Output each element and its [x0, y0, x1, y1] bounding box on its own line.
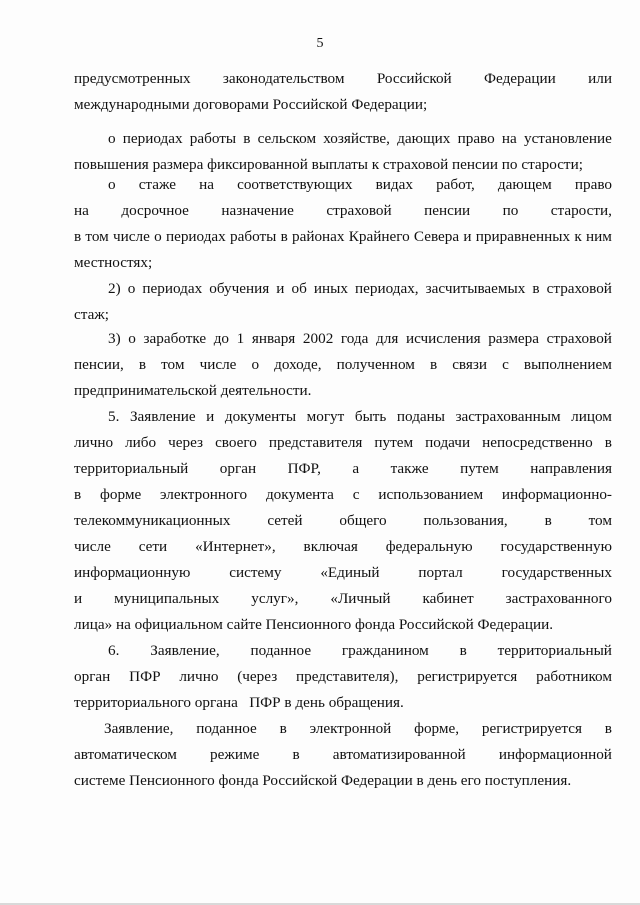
word: Заявление [129, 408, 196, 425]
word: поданное [250, 642, 312, 659]
text-line [108, 330, 612, 348]
word: форме, [414, 720, 460, 737]
word: о [251, 356, 260, 373]
word: в [604, 720, 612, 737]
word: в [243, 130, 251, 147]
word: пенсии [424, 202, 471, 219]
word: муниципальных [114, 590, 220, 607]
word: и [74, 590, 83, 607]
text-line [74, 228, 612, 246]
text-line [108, 642, 612, 660]
word: через [168, 434, 204, 451]
text-line [74, 460, 612, 478]
word: соответствующих [237, 176, 353, 193]
word: в [604, 434, 612, 451]
word: предусмотренных [74, 70, 191, 87]
word: в [74, 228, 82, 245]
word: телекоммуникационных [74, 512, 231, 529]
word: Севера [413, 228, 460, 245]
word: полученном [336, 356, 415, 373]
word: года [340, 330, 369, 347]
text-line: предпринимательской деятельности. [74, 382, 312, 399]
word: орган [219, 460, 257, 477]
word: работ, [436, 176, 475, 193]
word: застрахованным [455, 408, 561, 425]
word: по [502, 202, 519, 219]
word: информационную [74, 564, 191, 581]
word: установление [523, 130, 612, 147]
word: в [280, 228, 288, 245]
text-line [74, 590, 612, 608]
word: могут [306, 408, 345, 425]
word: ПФР, [287, 460, 321, 477]
word: в [459, 642, 467, 659]
word: лицом [571, 408, 612, 425]
word: систему [229, 564, 282, 581]
text-line [74, 538, 612, 556]
word: Заявление, [104, 720, 174, 737]
word: иных [313, 280, 348, 297]
word: исчисления [405, 330, 481, 347]
word: путем [460, 460, 499, 477]
word: информационно- [501, 486, 612, 503]
word: дающих [397, 130, 451, 147]
word: 6. [108, 642, 120, 659]
word: форме [100, 486, 142, 503]
word: периодах, [355, 280, 419, 297]
word: государственную [500, 538, 612, 555]
word: Крайнего [348, 228, 410, 245]
word: на [199, 176, 214, 193]
word: заработке [143, 330, 207, 347]
word: видах [375, 176, 413, 193]
text-line [104, 720, 612, 738]
word: об [291, 280, 307, 297]
word: «Личный [330, 590, 391, 607]
word: территориальный [74, 460, 189, 477]
word: размера [488, 330, 540, 347]
word: о [128, 330, 136, 347]
word: в [74, 486, 82, 503]
word: своего [215, 434, 257, 451]
word: непосредственно [482, 434, 593, 451]
text-line: повышения размера фиксированной выплаты к страховой пенсии по старости; [74, 156, 583, 173]
word: либо [125, 434, 157, 451]
word: представителя), [296, 668, 399, 685]
word: общего [339, 512, 387, 529]
word: ним [585, 228, 612, 245]
word: выполнением [523, 356, 612, 373]
word: работы [189, 130, 237, 147]
word: представителя [268, 434, 363, 451]
text-line [74, 434, 612, 452]
text-line: лица» на официальном сайте Пенсионного фонда Российской Федерации. [74, 616, 554, 633]
word: застрахованного [505, 590, 612, 607]
word: автоматизированной [332, 746, 466, 763]
word: автоматическом [74, 746, 177, 763]
word: досрочное [121, 202, 189, 219]
word: подачи [425, 434, 471, 451]
word: в [138, 356, 147, 373]
word: января [251, 330, 296, 347]
word: сети [138, 538, 168, 555]
word: числе [199, 356, 237, 373]
word: старости, [550, 202, 612, 219]
text-line: стаж; [74, 306, 110, 323]
word: «Единый [320, 564, 380, 581]
word: Российской [376, 70, 452, 87]
word: к [574, 228, 582, 245]
text-line [108, 408, 612, 426]
word: направления [530, 460, 612, 477]
word: на [74, 202, 89, 219]
word: а [352, 460, 360, 477]
word: приравненных [475, 228, 571, 245]
word: государственных [501, 564, 612, 581]
text-line [74, 70, 612, 88]
word: сетей [267, 512, 303, 529]
word: 2) [108, 280, 121, 297]
word: в [279, 720, 287, 737]
word: путем [374, 434, 414, 451]
word: засчитываемых [425, 280, 526, 297]
word: стаже [138, 176, 177, 193]
word: включая [303, 538, 358, 555]
word: документы [224, 408, 297, 425]
word: федеральную [385, 538, 473, 555]
text-line: международными договорами Российской Федерации; [74, 96, 428, 113]
word: на [501, 130, 517, 147]
word: орган [74, 668, 111, 685]
word: том [161, 356, 185, 373]
word: периодах [142, 280, 203, 297]
word: с [352, 486, 360, 503]
text-line [108, 130, 612, 148]
word: лично [74, 434, 114, 451]
word: 5. [108, 408, 120, 425]
word: 3) [108, 330, 121, 347]
word: в [532, 280, 540, 297]
text-line [74, 512, 612, 530]
page-number: 5 [316, 36, 324, 51]
text-line [74, 202, 612, 220]
word: гражданином [341, 642, 429, 659]
word: услуг», [251, 590, 299, 607]
text-line: местностях; [74, 254, 153, 271]
word: территориальный [497, 642, 612, 659]
word: страховой [546, 280, 612, 297]
word: периодах [122, 130, 183, 147]
word: в [544, 512, 552, 529]
word: также [390, 460, 429, 477]
text-line [74, 668, 612, 686]
word: и [206, 408, 215, 425]
word: о [108, 176, 116, 193]
word: портал [418, 564, 463, 581]
word: для [376, 330, 399, 347]
word: «Интернет», [195, 538, 276, 555]
word: законодательством [222, 70, 345, 87]
word: числе [113, 228, 150, 245]
word: использованием [378, 486, 484, 503]
word: (через [237, 668, 278, 685]
word: обучения [209, 280, 270, 297]
word: право [574, 176, 612, 193]
word: пенсии, [74, 356, 124, 373]
word: работником [536, 668, 612, 685]
word: ПФР [129, 668, 161, 685]
word: том [85, 228, 109, 245]
word: 1 [236, 330, 245, 347]
text-line: системе Пенсионного фонда Российской Федерации в день его поступления. [74, 772, 572, 789]
word: документа [265, 486, 334, 503]
word: регистрируется [481, 720, 582, 737]
text-line [74, 564, 612, 582]
text-line [74, 486, 612, 504]
word: или [588, 70, 612, 87]
word: и [276, 280, 285, 297]
word: электронной [309, 720, 392, 737]
word: о [127, 280, 136, 297]
word: электронного [160, 486, 248, 503]
word: связи [452, 356, 488, 373]
word: в [292, 746, 300, 763]
word: о [154, 228, 162, 245]
word: до [213, 330, 230, 347]
text-line [74, 356, 612, 374]
word: страховой [326, 202, 392, 219]
word: режиме [210, 746, 260, 763]
text-line [108, 280, 612, 298]
word: с [502, 356, 509, 373]
text-line [108, 176, 612, 194]
text-line [74, 746, 612, 764]
word: право [457, 130, 495, 147]
word: районах [291, 228, 345, 245]
word: 2002 [302, 330, 334, 347]
word: сельском [257, 130, 317, 147]
word: в [429, 356, 438, 373]
word: работы [230, 228, 277, 245]
word: хозяйстве, [323, 130, 390, 147]
word: периодах [165, 228, 226, 245]
word: о [108, 130, 116, 147]
word: пользования, [423, 512, 508, 529]
word: назначение [221, 202, 294, 219]
word: доходе, [274, 356, 322, 373]
word: регистрируется [417, 668, 518, 685]
word: Заявление, [150, 642, 220, 659]
word: том [588, 512, 612, 529]
word: кабинет [422, 590, 474, 607]
word: лично [179, 668, 219, 685]
word: поданное [196, 720, 257, 737]
word: числе [74, 538, 111, 555]
word: страховой [546, 330, 612, 347]
word: дающем [497, 176, 552, 193]
word: поданы [396, 408, 445, 425]
word: и [463, 228, 472, 245]
text-line: территориального органа ПФР в день обращения. [74, 694, 404, 711]
word: быть [354, 408, 387, 425]
word: информационной [498, 746, 612, 763]
word: Федерации [484, 70, 556, 87]
